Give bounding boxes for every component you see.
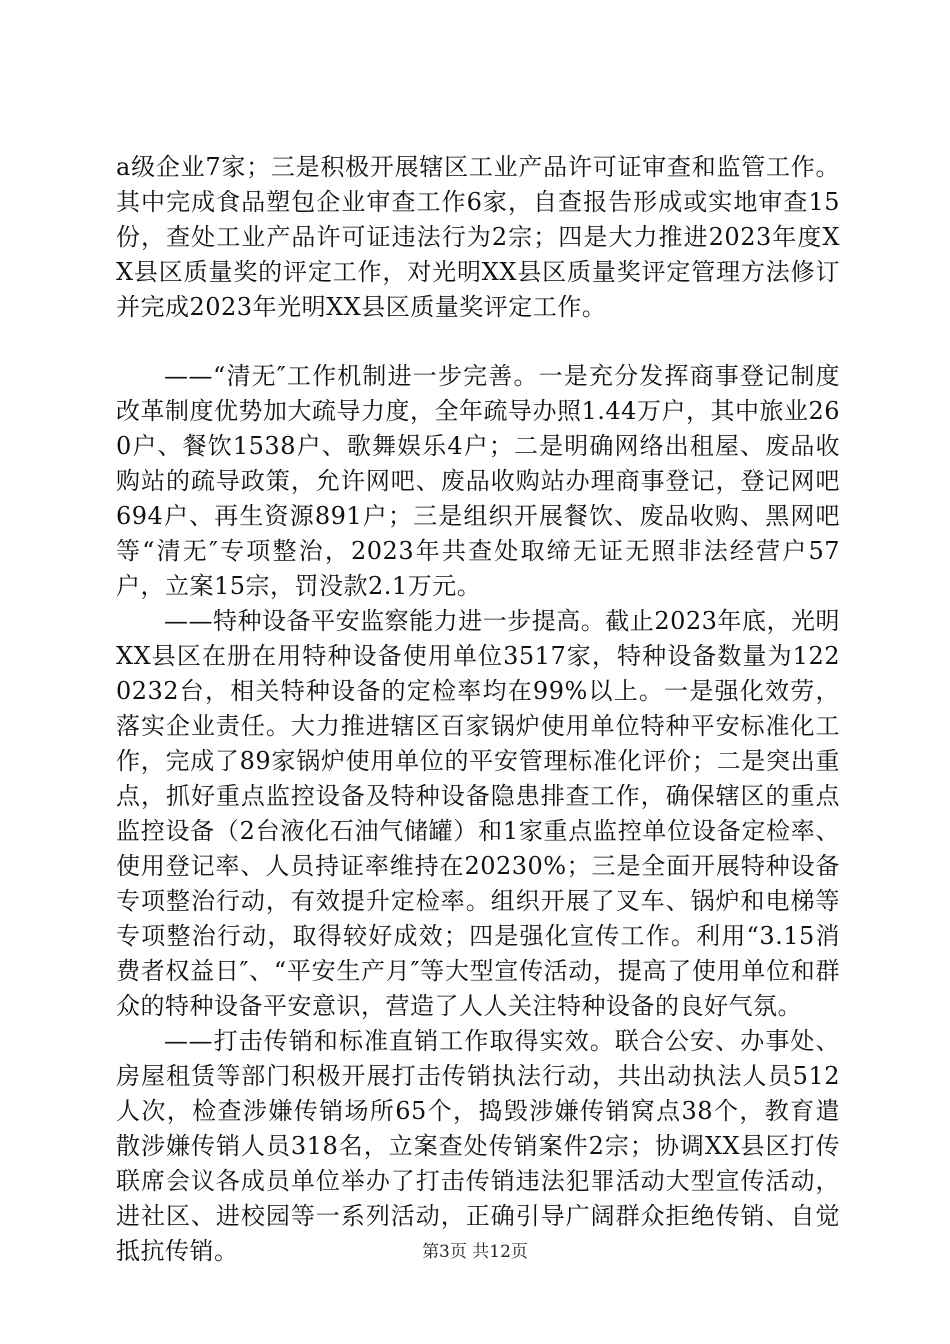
document-body xyxy=(116,150,840,1269)
page-number-footer: 第3页 共12页 xyxy=(422,1242,528,1262)
paragraph-anti-pyramid-selling: ——打击传销和标准直销工作取得实效。联合公安、办事处、房屋租赁等部门积极开展打击传销执法行动，共出动执法人员512人次，检查涉嫌传销场所65个，捣毁涉嫌传销窝点38个，教育遣散涉嫌传销人员318名，立案查处传销案件2宗；协调XX县区打传联席会议各成员单位举办了打击传销违法犯罪活动大型宣传活动，进社区、进校园等一系列活动，正确引导广阔群众拒绝传销、自觉抵抗传销。 xyxy=(116,1027,840,1265)
paragraph-special-equipment: ——特种设备平安监察能力进一步提高。截止2023年底，光明XX县区在册在用特种设备使用单位3517家，特种设备数量为1220232台，相关特种设备的定检率均在99%以上。一是强化效劳，落实企业责任。大力推进辖区百家锅炉使用单位特种平安标准化工作，完成了89家锅炉使用单位的平安管理标准化评价；二是突出重点，抓好重点监控设备及特种设备隐患排查工作，确保辖区的重点监控设备（2台液化石油气储罐）和1家重点监控单位设备定检率、使用登记率、人员持证率维持在20230%；三是全面开展特种设备专项整治行动，有效提升定检率。组织开展了叉车、锅炉和电梯等专项整治行动，取得较好成效；四是强化宣传工作。利用“3.15消费者权益日″、“平安生产月″等大型宣传活动，提高了使用单位和群众的特种设备平安意识，营造了人人关注特种设备的良好气氛。 xyxy=(116,607,840,1020)
paragraph-qingwu-mechanism: ——“清无″工作机制进一步完善。一是充分发挥商事登记制度改革制度优势加大疏导力度，全年疏导办照1.44万户，其中旅业260户、餐饮1538户、歌舞娱乐4户；二是明确网络出租屋、废品收购站的疏导政策，允许网吧、废品收购站办理商事登记，登记网吧694户、再生资源891户；三是组织开展餐饮、废品收购、黑网吧等“清无″专项整治，2023年共查处取缔无证无照非法经营户57户，立案15宗，罚没款2.1万元。 xyxy=(116,362,840,600)
paragraph-quality-award: a级企业7家；三是积极开展辖区工业产品许可证审查和监管工作。其中完成食品塑包企业审查工作6家，自查报告形成或实地审查15份，查处工业产品许可证违法行为2宗；四是大力推进2023年度XX县区质量奖的评定工作，对光明XX县区质量奖评定管理方法修订并完成2023年光明XX县区质量奖评定工作。 xyxy=(116,153,840,321)
